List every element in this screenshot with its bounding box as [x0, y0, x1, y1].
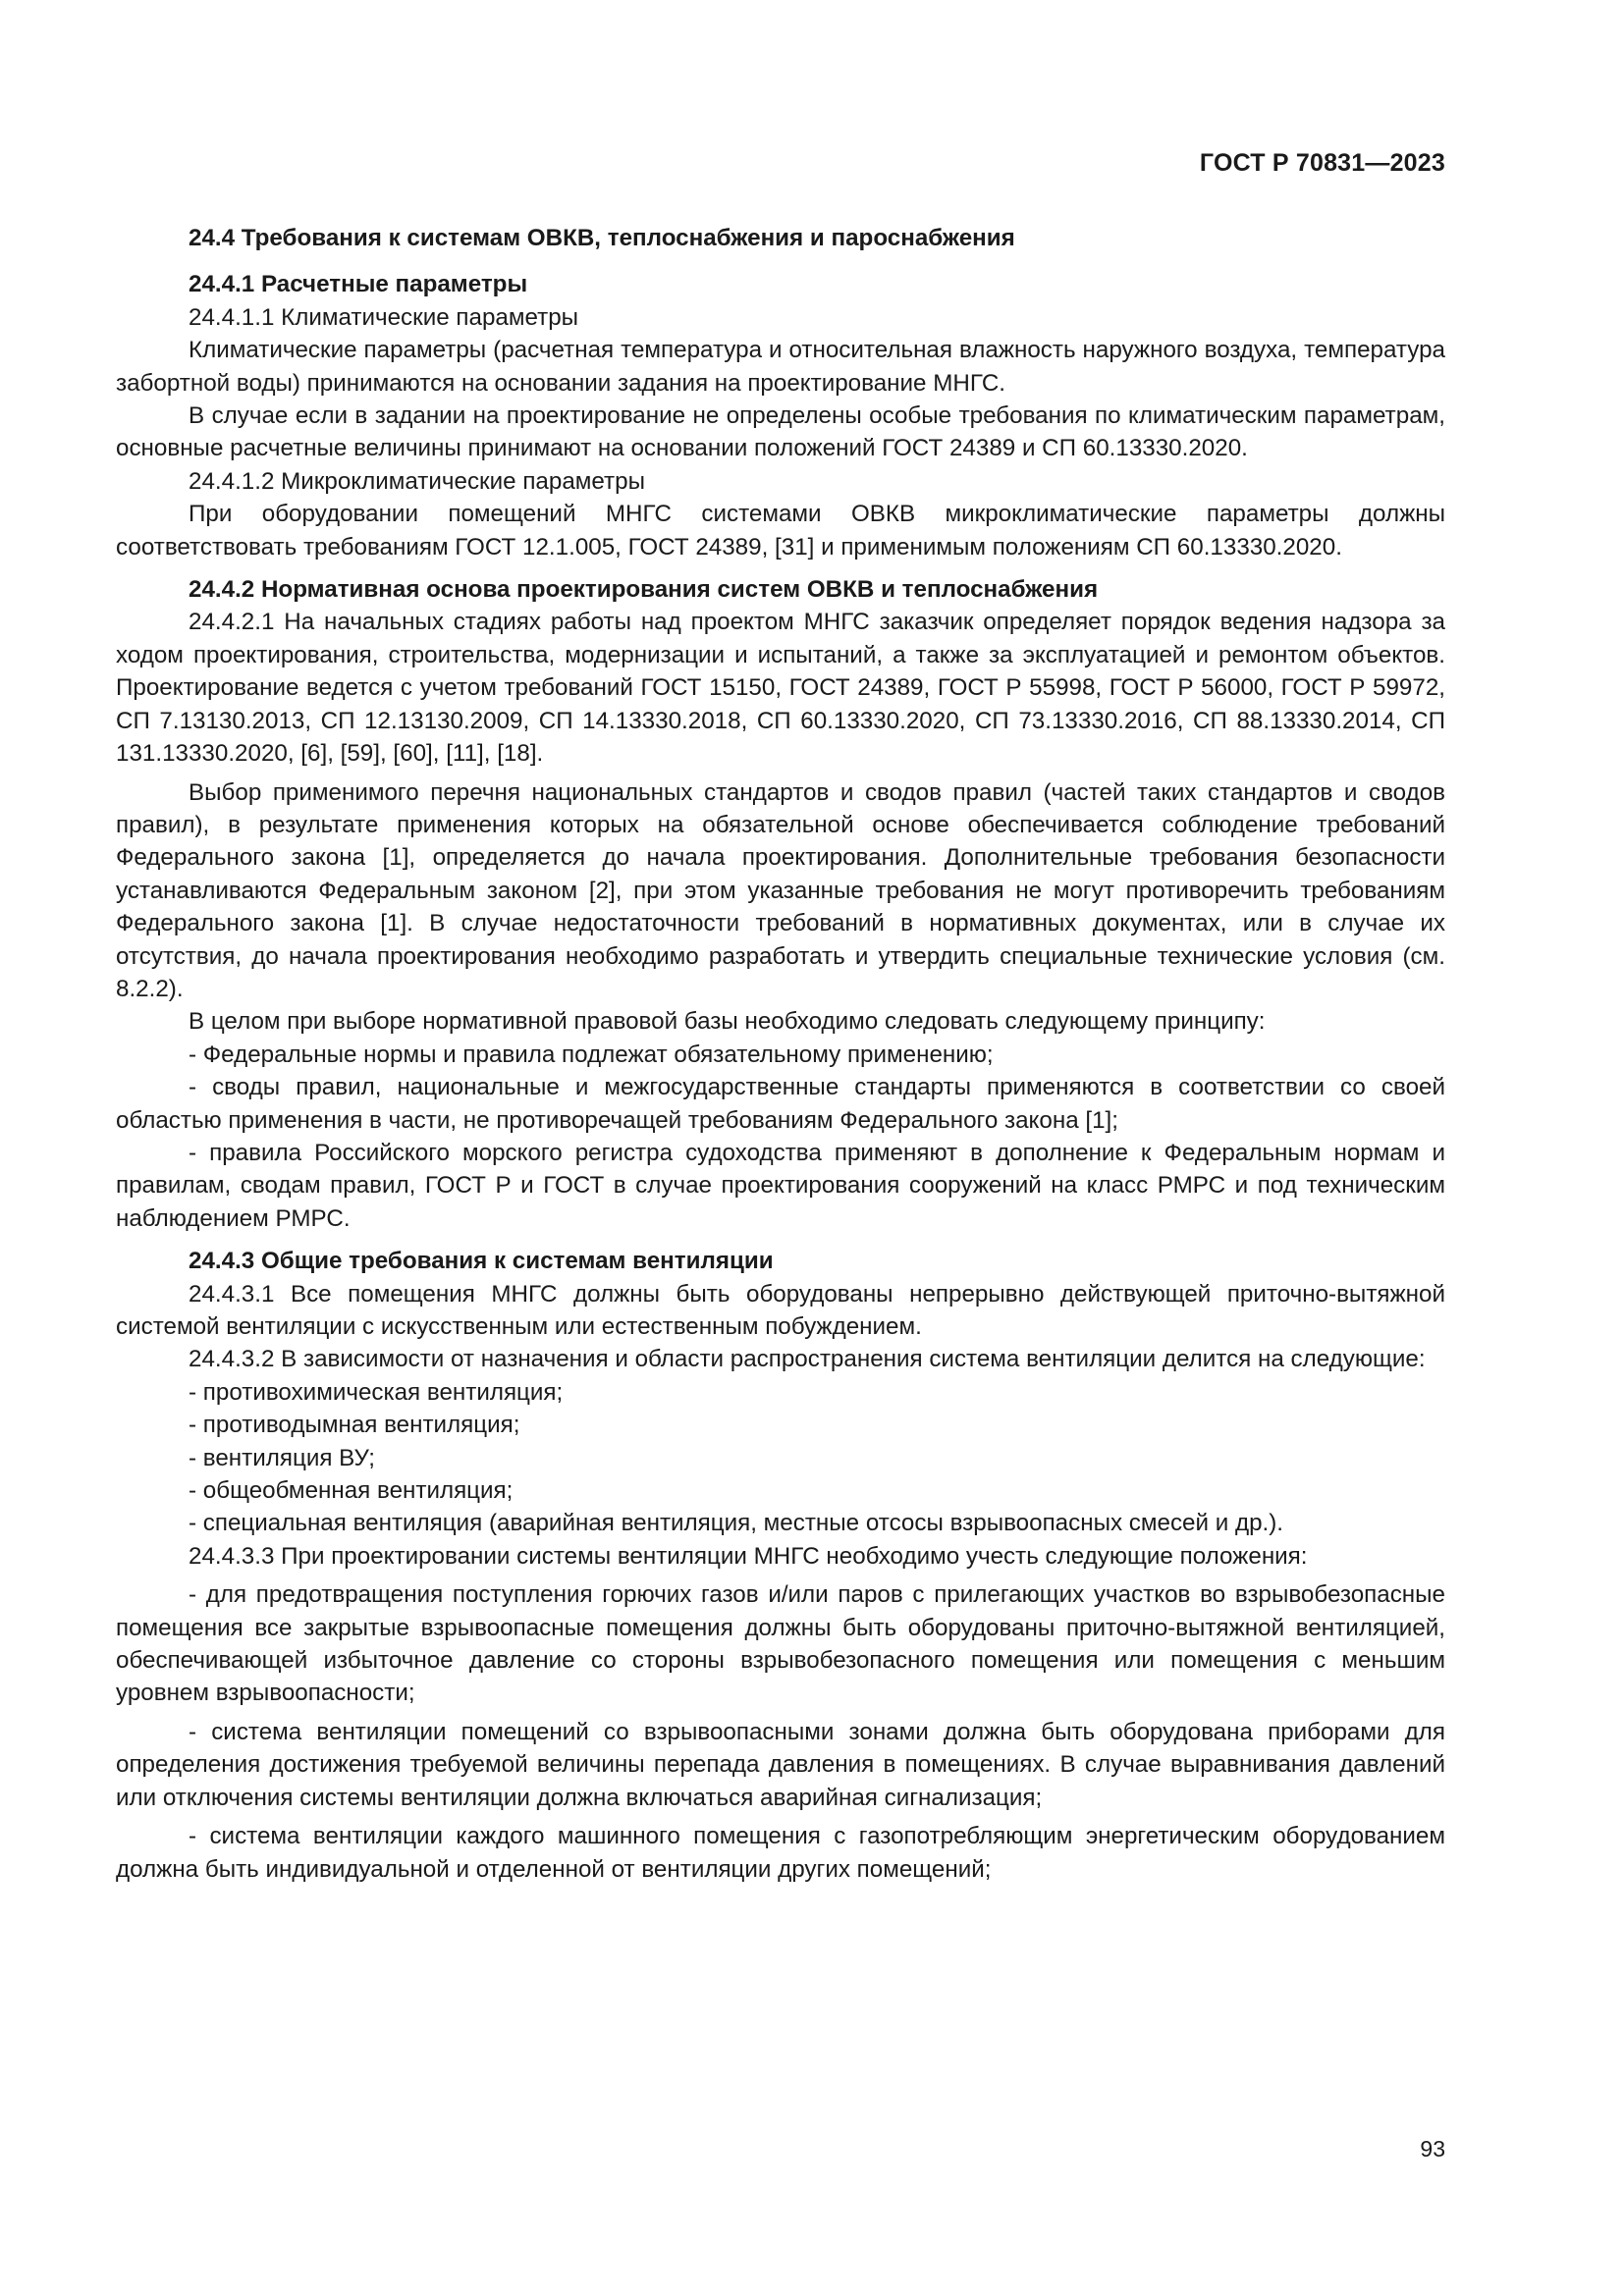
list-item: - противодымная вентиляция; — [189, 1412, 520, 1439]
paragraph: В случае если в задании на проектирование не определены особые требования по климатическим параметрам, основные расчетные величины принимают на основании положений ГОСТ 24389 и СП 60.13330.2020. — [116, 402, 1445, 462]
document-body — [116, 222, 1445, 1886]
list-item: - правила Российского морского регистра судоходства применяют в дополнение к Федеральным нормам и правилам, сводам правил, ГОСТ Р и ГОСТ в случае проектирования сооружений на класс РМРС и под техническим наблюдением РМРС. — [116, 1139, 1445, 1232]
list-item: - общеобменная вентиляция; — [189, 1477, 514, 1505]
list-item: - специальная вентиляция (аварийная вентиляция, местные отсосы взрывоопасных смесей и др.). — [189, 1510, 1284, 1537]
list-item: - своды правил, национальные и межгосударственные стандарты применяются в соответствии со своей областью применения в части, не противоречащей требованиям Федерального закона [1]; — [116, 1074, 1445, 1134]
list-item: - для предотвращения поступления горючих газов и/или паров с прилегающих участков во взрывобезопасные помещения все закрытые взрывоопасные помещения должны быть оборудованы приточно-вытяжной вентиляцией, обеспечивающей избыточное давление со стороны взрывобезопасного помещения или помещения с меньшим уровнем взрывоопасности; — [116, 1581, 1445, 1707]
page-number: 93 — [1420, 2136, 1445, 2162]
paragraph: Выбор применимого перечня национальных стандартов и сводов правил (частей таких стандартов и сводов правил), в результате применения которых на обязательной основе обеспечивается соблюдение требований Федерального закона [1], определяется до начала проектирования. Дополнительные требования безопасности устанавливаются Федеральным законом [2], при этом указанные требования не могут противоречить требованиям Федерального закона [1]. В случае недостаточности требований в нормативных документах, или в случае их отсутствия, до начала проектирования необходимо разработать и утвердить специальные технические условия (см. 8.2.2). — [116, 778, 1445, 1002]
paragraph: 24.4.2.1 На начальных стадиях работы над проектом МНГС заказчик определяет порядок ведения надзора за ходом проектирования, строительства, модернизации и испытаний, а также за эксплуатацией и ремонтом объектов. Проектирование ведется с учетом требований ГОСТ 15150, ГОСТ 24389, ГОСТ Р 55998, ГОСТ Р 56000, ГОСТ Р 59972, СП 7.13130.2013, СП 12.13130.2009, СП 14.13330.2018, СП 60.13330.2020, СП 73.13330.2016, СП 88.13330.2014, СП 131.13330.2020, [6], [59], [60], [11], [18]. — [116, 609, 1445, 768]
list-item: - противохимическая вентиляция; — [189, 1378, 564, 1406]
list-item: - система вентиляции помещений со взрывоопасными зонами должна быть оборудована приборами для определения достижения требуемой величины перепада давления в помещениях. В случае выравнивания давлений или отключения системы вентиляции должна включаться аварийная сигнализация; — [116, 1718, 1445, 1811]
paragraph: При оборудовании помещений МНГС системами ОВКВ микроклиматические параметры должны соответствовать требованиям ГОСТ 12.1.005, ГОСТ 24389, [31] и применимым положениям СП 60.13330.2020. — [116, 501, 1445, 561]
section-heading: 24.4 Требования к системам ОВКВ, теплоснабжения и пароснабжения — [189, 225, 1015, 251]
clause-title: 24.4.1.1 Климатические параметры — [189, 303, 579, 331]
standard-code-header: ГОСТ Р 70831—2023 — [1199, 149, 1445, 177]
subsection-heading: 24.4.1 Расчетные параметры — [189, 271, 528, 298]
list-item: - Федеральные нормы и правила подлежат обязательному применению; — [189, 1041, 994, 1068]
paragraph: 24.4.3.1 Все помещения МНГС должны быть оборудованы непрерывно действующей приточно-вытяжной системой вентиляции с искусственным или естественным побуждением. — [116, 1280, 1445, 1340]
paragraph: 24.4.3.2 В зависимости от назначения и области распространения система вентиляции делится на следующие: — [189, 1346, 1426, 1373]
list-item: - вентиляция ВУ; — [189, 1444, 376, 1471]
paragraph: Климатические параметры (расчетная температура и относительная влажность наружного воздуха, температура забортной воды) принимаются на основании задания на проектирование МНГС. — [116, 337, 1445, 397]
paragraph: 24.4.3.3 При проектировании системы вентиляции МНГС необходимо учесть следующие положения: — [189, 1542, 1308, 1570]
list-item: - система вентиляции каждого машинного помещения с газопотребляющим энергетическим оборудованием должна быть индивидуальной и отделенной от вентиляции других помещений; — [116, 1823, 1445, 1883]
paragraph: В целом при выборе нормативной правовой базы необходимо следовать следующему принципу: — [189, 1008, 1266, 1036]
clause-title: 24.4.1.2 Микроклиматические параметры — [189, 467, 645, 495]
subsection-heading: 24.4.3 Общие требования к системам вентиляции — [189, 1248, 774, 1275]
subsection-heading: 24.4.2 Нормативная основа проектирования систем ОВКВ и теплоснабжения — [189, 576, 1099, 604]
